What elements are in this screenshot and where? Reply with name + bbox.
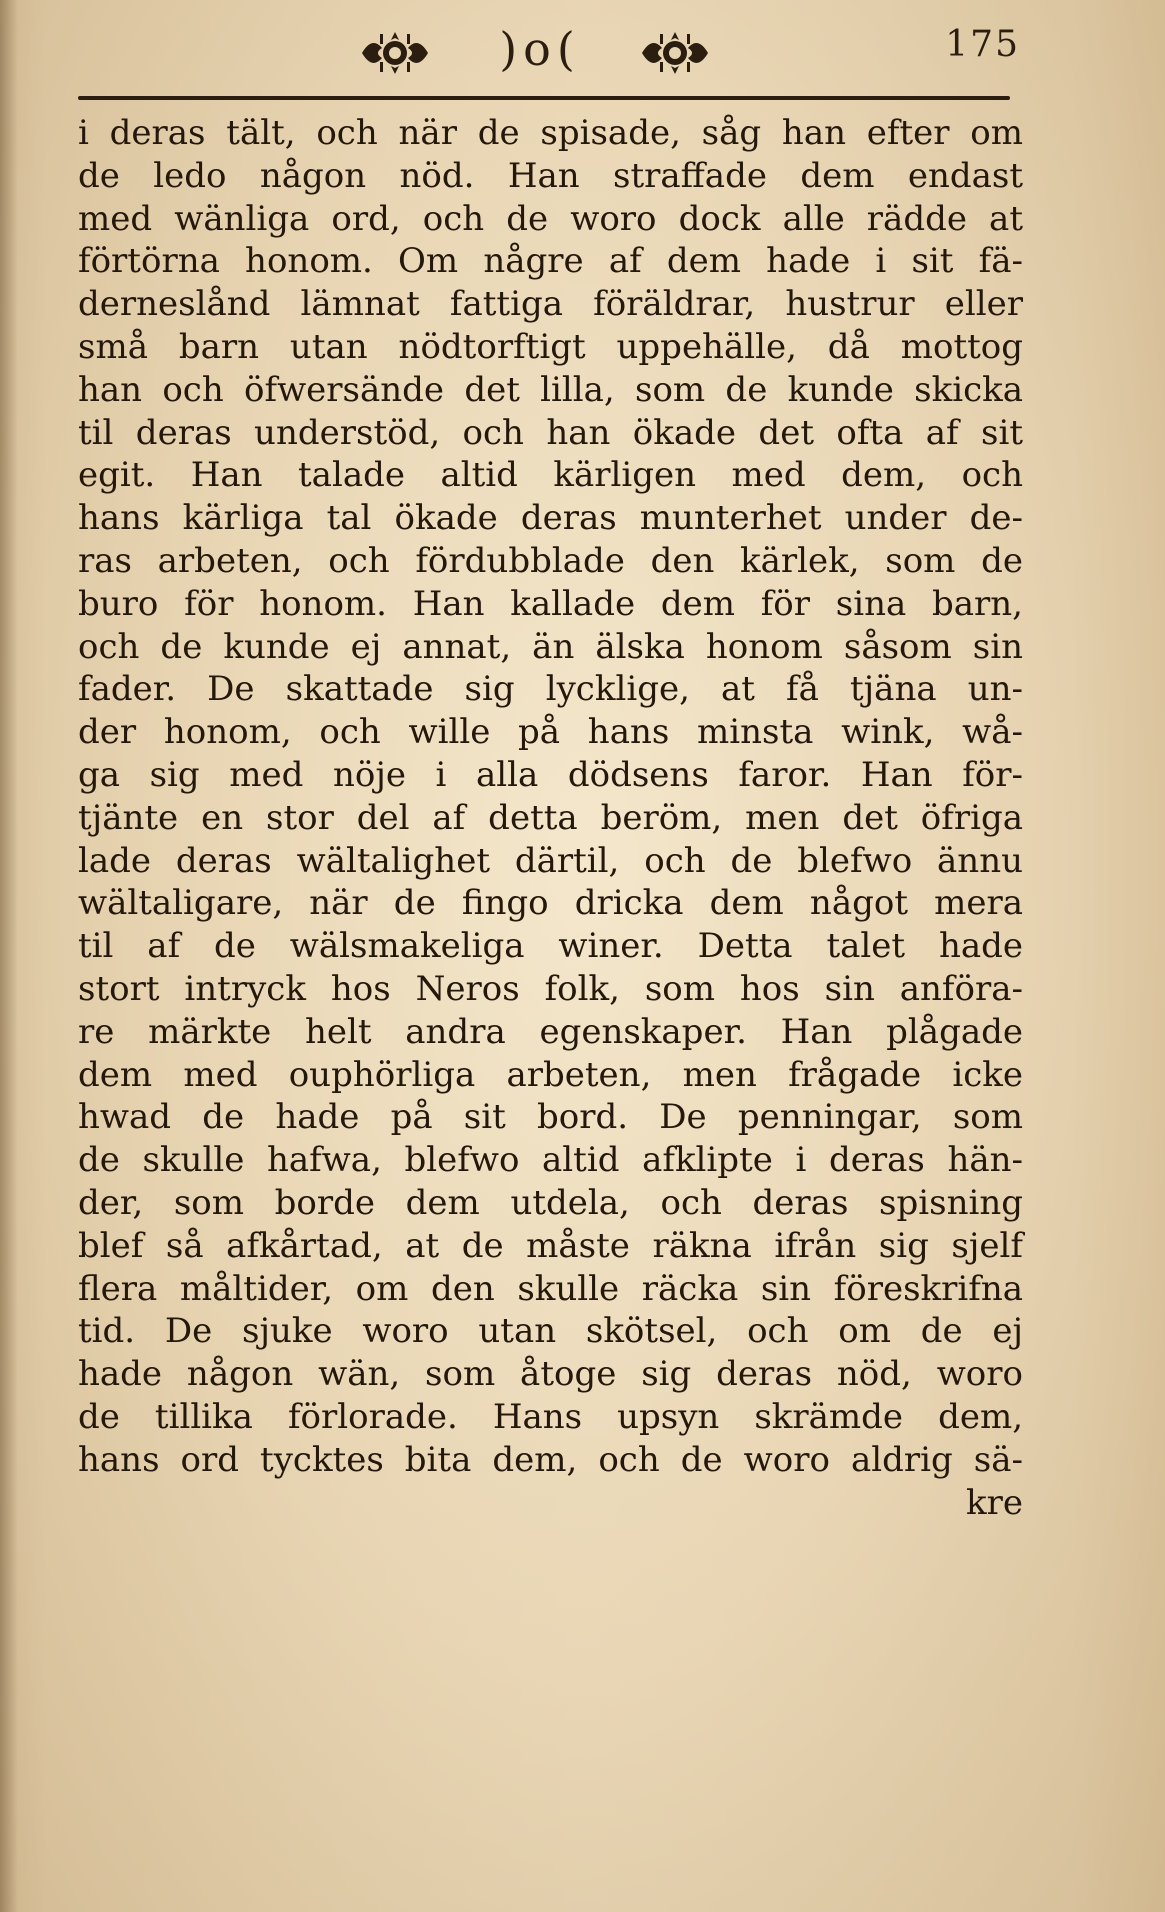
text-line: tid. De sjuke woro utan skötsel, och om de ej — [78, 1311, 1023, 1352]
text-line: blef så afkårtad, at de måste räkna ifrån sig sjelf — [78, 1225, 1023, 1266]
text-line: wältaligare, när de fingo dricka dem något mera — [78, 883, 1023, 924]
fleuron-ornament-icon — [360, 30, 430, 76]
text-line: ras arbeten, och fördubblade den kärlek, som de — [78, 540, 1023, 581]
header-rule — [78, 96, 1010, 100]
running-header — [360, 22, 1020, 92]
text-line: flera måltider, om den skulle räcka sin föreskrifna — [78, 1268, 1023, 1309]
text-line: förtörna honom. Om någre af dem hade i sit fä- — [78, 241, 1023, 282]
text-line: derneslånd lämnat fattiga föräldrar, hustrur eller — [78, 284, 1023, 325]
text-line: med wänliga ord, och de woro dock alle rädde at — [78, 198, 1023, 239]
page-gutter-shadow — [0, 0, 18, 1912]
text-line: fader. De skattade sig lycklige, at få tjäna un- — [78, 669, 1023, 710]
body-text — [78, 112, 1023, 1524]
text-line: de tillika förlorade. Hans upsyn skrämde dem, — [78, 1396, 1023, 1437]
page-number: 175 — [945, 24, 1020, 65]
text-line: tjänte en stor del af detta beröm, men det öfriga — [78, 797, 1023, 838]
text-line: de skulle hafwa, blefwo altid afklipte i deras hän- — [78, 1140, 1023, 1181]
text-line: små barn utan nödtorftigt uppehälle, då mottog — [78, 326, 1023, 367]
text-line: dem med ouphörliga arbeten, men frågade icke — [78, 1054, 1023, 1095]
text-line: stort intryck hos Neros folk, som hos sin anföra- — [78, 968, 1023, 1009]
text-line: i deras tält, och när de spisade, såg han efter om — [78, 113, 1023, 153]
fleuron-ornament-icon — [640, 30, 710, 76]
text-line: och de kunde ej annat, än älska honom såsom sin — [78, 626, 1023, 667]
header-parenthesis-ornament: )o( — [499, 22, 581, 76]
text-line: der honom, och wille på hans minsta wink, wå- — [78, 712, 1023, 753]
text-line: lade deras wältalighet därtil, och de blefwo ännu — [78, 840, 1023, 881]
text-line: han och öfwersände det lilla, som de kunde skicka — [78, 369, 1023, 410]
text-line: ga sig med nöje i alla dödsens faror. Han för- — [78, 754, 1023, 795]
text-line: til af de wälsmakeliga winer. Detta talet hade — [78, 926, 1023, 967]
text-line: til deras understöd, och han ökade det ofta af sit — [78, 412, 1023, 453]
text-line: re märkte helt andra egenskaper. Han plågade — [78, 1011, 1023, 1052]
text-line: buro för honom. Han kallade dem för sina barn, — [78, 583, 1023, 624]
text-line: hwad de hade på sit bord. De penningar, som — [78, 1097, 1023, 1138]
text-line: hans ord tycktes bita dem, och de woro aldrig sä- — [78, 1439, 1023, 1480]
text-line: de ledo någon nöd. Han straffade dem endast — [78, 155, 1023, 196]
text-line: egit. Han talade altid kärligen med dem, och — [78, 455, 1023, 496]
text-line: hade någon wän, som åtoge sig deras nöd, woro — [78, 1354, 1023, 1395]
text-line: der, som borde dem utdela, och deras spisning — [78, 1182, 1023, 1223]
text-line: hans kärliga tal ökade deras munterhet under de- — [78, 498, 1023, 539]
text-line: kre — [966, 1482, 1023, 1523]
